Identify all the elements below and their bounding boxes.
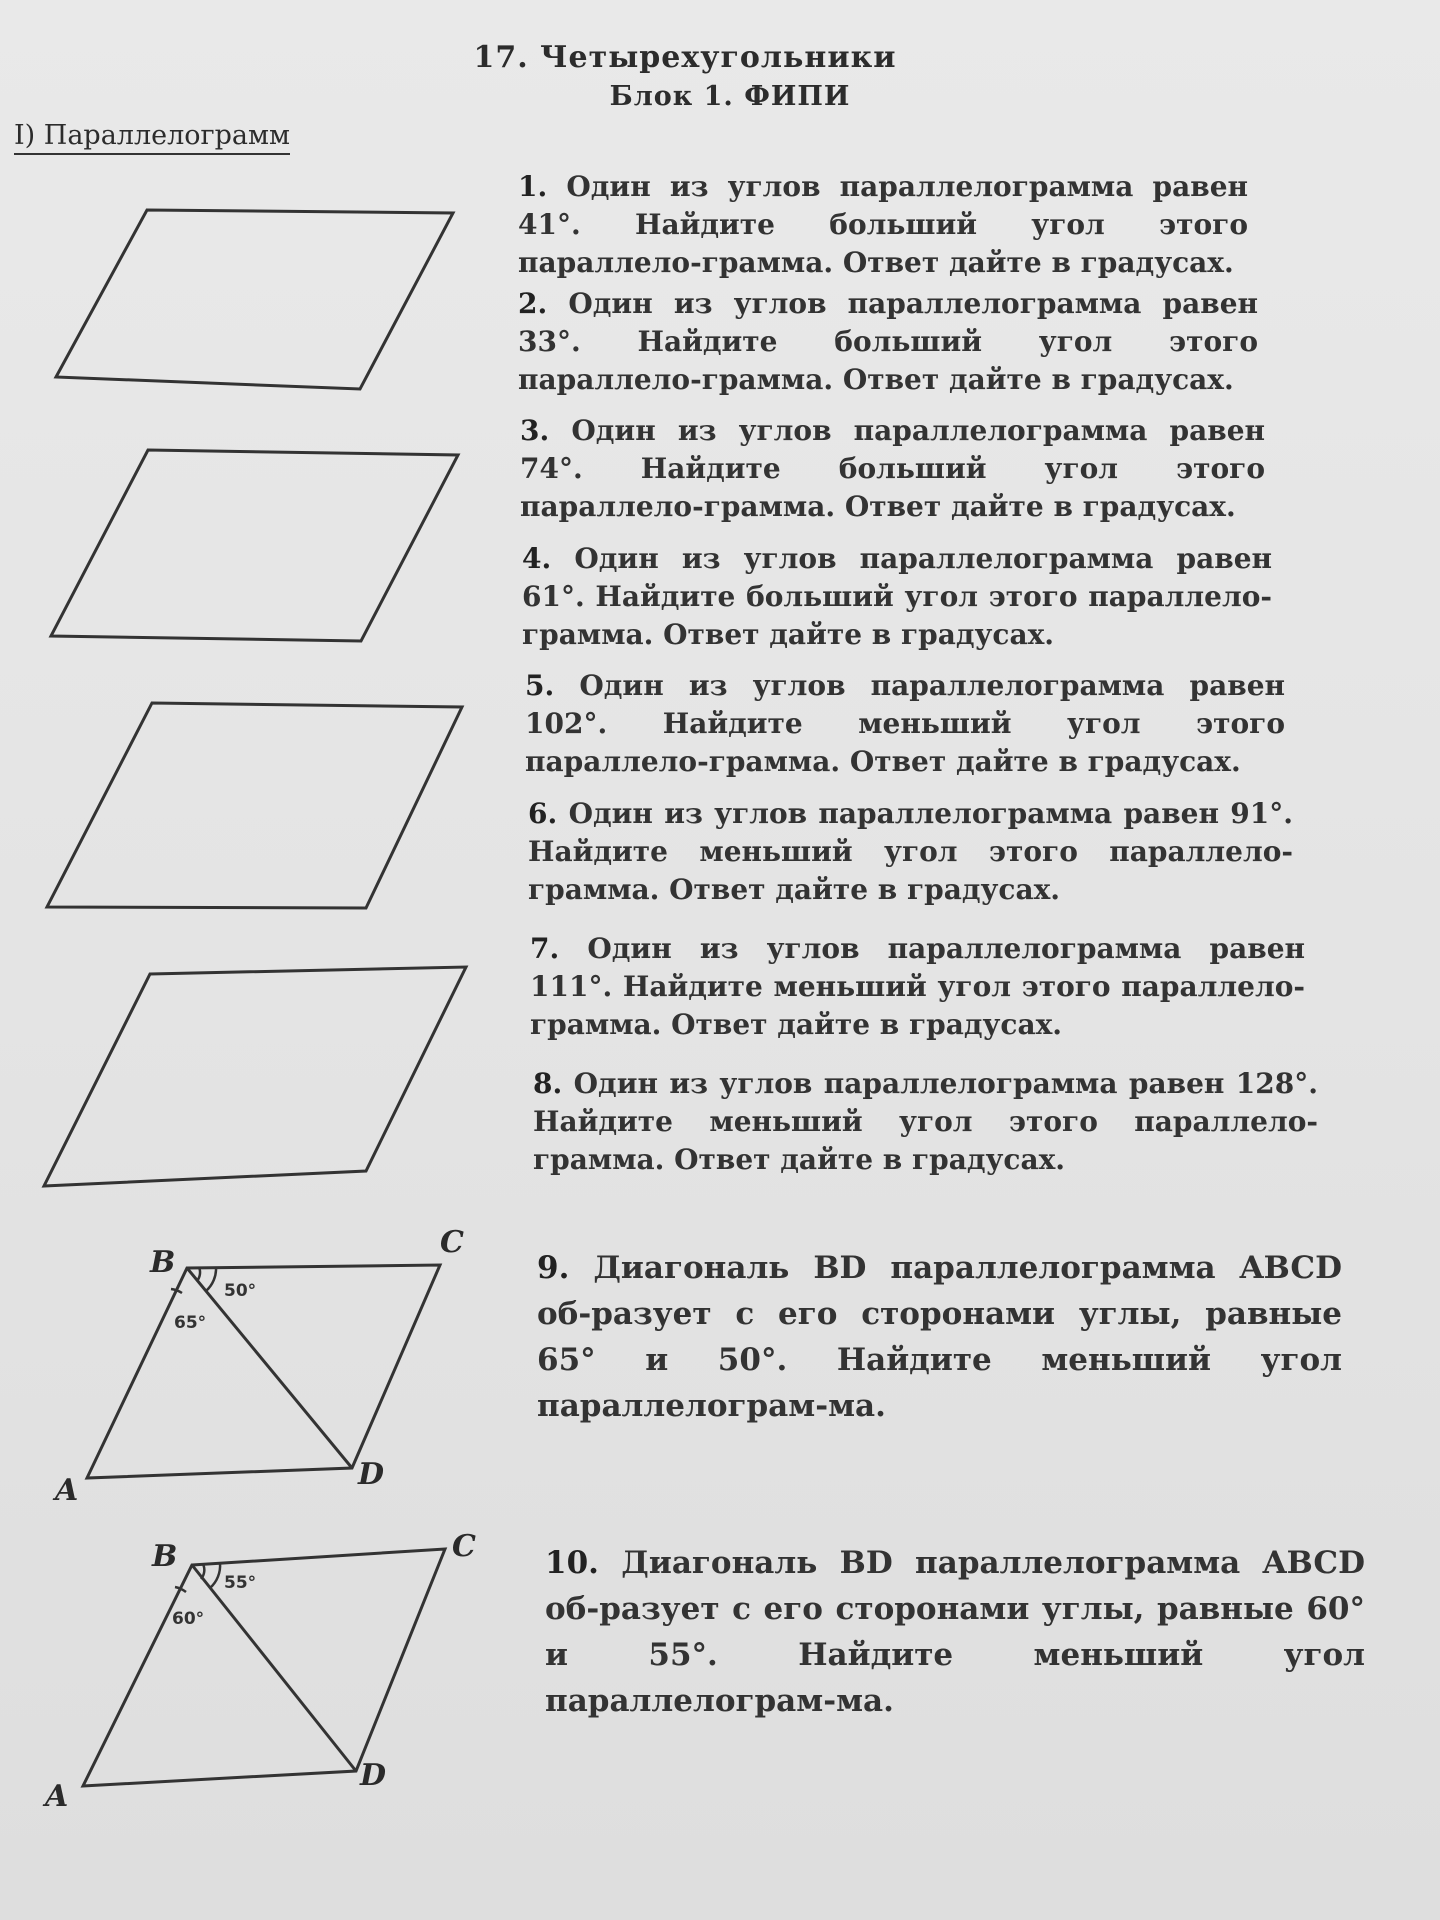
parallelogram-figure-3	[47, 703, 462, 908]
vertex-d-label-9: D	[358, 1457, 385, 1492]
vertex-b-label-10: B	[152, 1539, 178, 1574]
angle-label-left-10: 60°	[172, 1609, 205, 1629]
parallelogram-abcd-figure-10	[83, 1549, 445, 1786]
parallelogram-figure-4	[44, 967, 466, 1186]
angle-label-left-9: 65°	[174, 1313, 207, 1333]
parallelogram-figure-1	[56, 210, 453, 389]
angle-label-top-10: 55°	[224, 1573, 257, 1593]
problem-9: 9. Диагональ BD параллелограмма ABCD об-разует с его сторонами углы, равные 65° и 50°. Найдите меньший угол параллелограм-ма.	[537, 1250, 1342, 1424]
page-title: 17. Четырехугольники	[473, 40, 897, 75]
problem-3: 3. Один из углов параллелограмма равен 74°. Найдите больший угол этого параллело-грамма. Ответ дайте в градусах.	[520, 414, 1266, 523]
problem-2: 2. Один из углов параллелограмма равен 33°. Найдите больший угол этого параллело-грамма. Ответ дайте в градусах.	[518, 287, 1259, 396]
problem-8: 8. Один из углов параллелограмма равен 128°. Найдите меньший угол этого параллело-грамма. Ответ дайте в градусах.	[533, 1067, 1318, 1176]
problem-5: 5. Один из углов параллелограмма равен 102°. Найдите меньший угол этого параллело-грамма. Ответ дайте в градусах.	[525, 669, 1286, 778]
problem-4: 4. Один из углов параллелограмма равен 61°. Найдите больший угол этого параллело-грамма. Ответ дайте в градусах.	[522, 542, 1273, 651]
problem-6: 6. Один из углов параллелограмма равен 91°. Найдите меньший угол этого параллело-грамма. Ответ дайте в градусах.	[528, 797, 1293, 906]
problem-7: 7. Один из углов параллелограмма равен 111°. Найдите меньший угол этого параллело-грамма. Ответ дайте в градусах.	[530, 932, 1306, 1041]
vertex-a-label-10: A	[45, 1779, 69, 1814]
diagonal-bd-10	[192, 1565, 356, 1771]
vertex-c-label-9: C	[440, 1225, 464, 1260]
angle-label-top-9: 50°	[224, 1281, 257, 1301]
problem-10: 10. Диагональ BD параллелограмма ABCD об-разует с его сторонами углы, равные 60° и 55°. Найдите меньший угол параллелограм-ма.	[545, 1545, 1365, 1719]
parallelogram-figure-2	[51, 450, 458, 641]
section-heading: I) Параллелограмм	[14, 120, 290, 155]
vertex-b-label-9: B	[150, 1245, 176, 1280]
problem-1: 1. Один из углов параллелограмма равен 41°. Найдите больший угол этого параллело-грамма. Ответ дайте в градусах.	[518, 170, 1249, 279]
vertex-a-label-9: A	[55, 1473, 79, 1508]
page-subtitle: Блок 1. ФИПИ	[609, 81, 851, 112]
parallelogram-abcd-figure-9	[87, 1265, 440, 1478]
diagonal-bd-9	[187, 1268, 352, 1468]
vertex-d-label-10: D	[360, 1758, 387, 1793]
vertex-c-label-10: C	[452, 1529, 476, 1564]
